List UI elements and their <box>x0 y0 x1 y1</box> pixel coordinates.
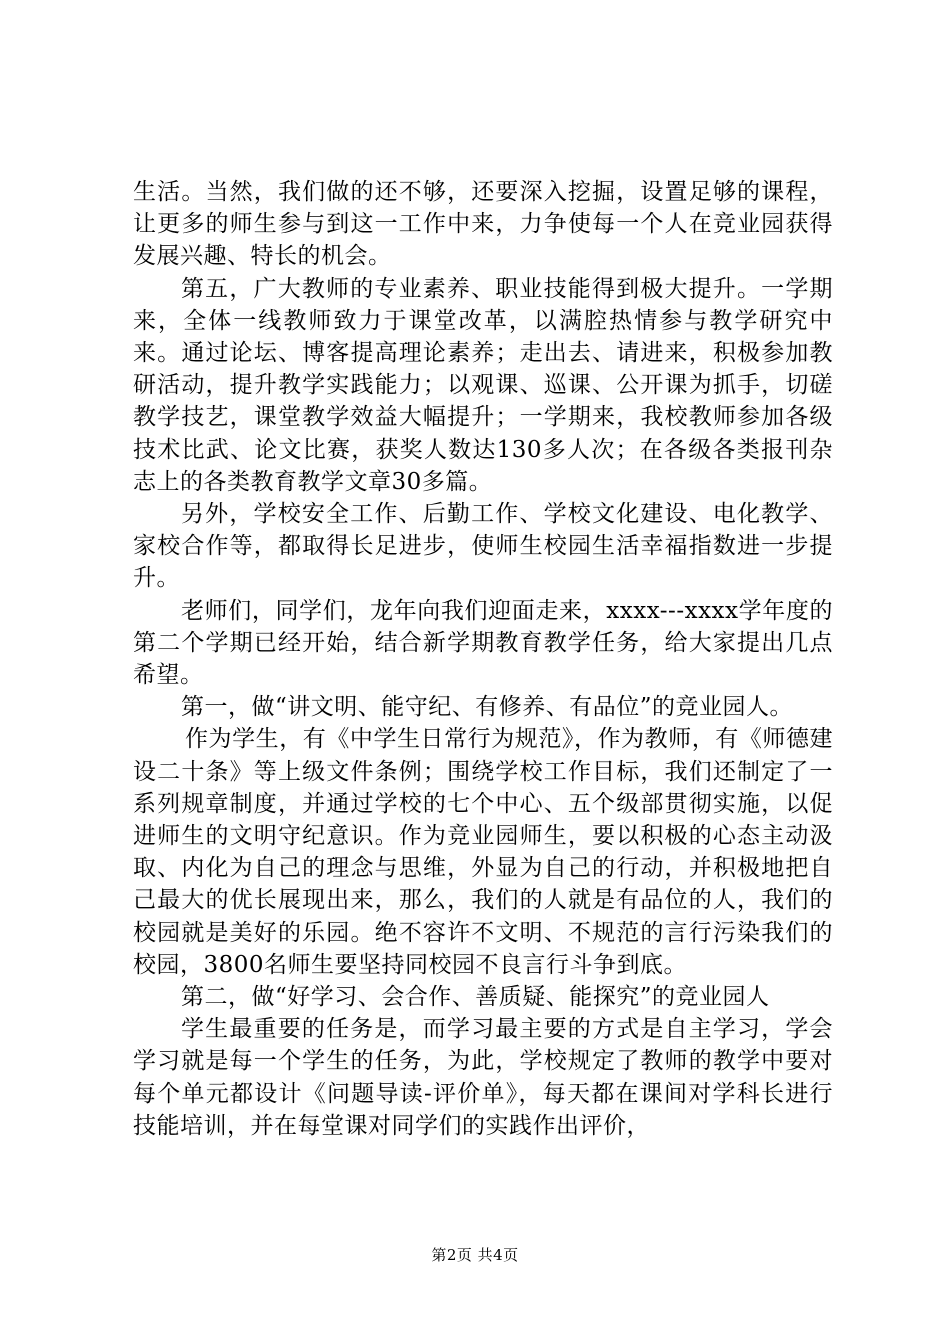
paragraph-new-semester: 老师们，同学们，龙年向我们迎面走来，xxxx---xxxx学年度的第二个学期已经开始，结合新学期教育教学任务，给大家提出几点希望。 <box>133 597 833 689</box>
paragraph-teacher-skills: 第五，广大教师的专业素养、职业技能得到极大提升。一学期来，全体一线教师致力于课堂改革，以满腔热情参与教学研究中来。通过论坛、博客提高理论素养；走出去、请进来，积极参加教研活动，提升教学实践能力；以观课、巡课、公开课为抓手，切磋教学技艺，课堂教学效益大幅提升；一学期来，我校教师参加各级技术比武、论文比赛，获奖人数达130多人次；在各级各类报刊杂志上的各类教育教学文章30多篇。 <box>133 275 833 495</box>
paragraph-civility: 作为学生，有《中学生日常行为规范》，作为教师，有《师德建设二十条》等上级文件条例；围绕学校工作目标，我们还制定了一系列规章制度，并通过学校的七个中心、五个级部贯彻实施，以促进师生的文明守纪意识。作为竞业园师生，要以积极的心态主动汲取、内化为自己的理念与思维，外显为自己的行动，并积极地把自己最大的优长展现出来，那么，我们的人就是有品位的人，我们的校园就是美好的乐园。绝不容许不文明、不规范的言行污染我们的校园，3800名师生要坚持同校园不良言行斗争到底。 <box>133 726 833 978</box>
paragraph-learning: 学生最重要的任务是，而学习最主要的方式是自主学习，学会学习就是每一个学生的任务，为此，学校规定了教师的教学中要对每个单元都设计《问题导读-评价单》，每天都在课间对学科长进行技能培训，并在每堂课对同学们的实践作出评价， <box>133 1016 833 1139</box>
page-number-footer: 第2页 共4页 <box>431 1246 519 1264</box>
paragraph-heading-second: 第二，做“好学习、会合作、善质疑、能探究”的竞业园人 <box>181 984 770 1011</box>
paragraph-heading-first: 第一，做“讲文明、能守纪、有修养、有品位”的竞业园人。 <box>181 694 794 721</box>
document-body <box>133 176 833 1142</box>
paragraph-continuation: 生活。当然，我们做的还不够，还要深入挖掘，设置足够的课程，让更多的师生参与到这一工作中来，力争使每一个人在竞业园获得发展兴趣、特长的机会。 <box>133 179 833 270</box>
paragraph-other-work: 另外，学校安全工作、后勤工作、学校文化建设、电化教学、家校合作等，都取得长足进步，使师生校园生活幸福指数进一步提升。 <box>133 501 833 592</box>
